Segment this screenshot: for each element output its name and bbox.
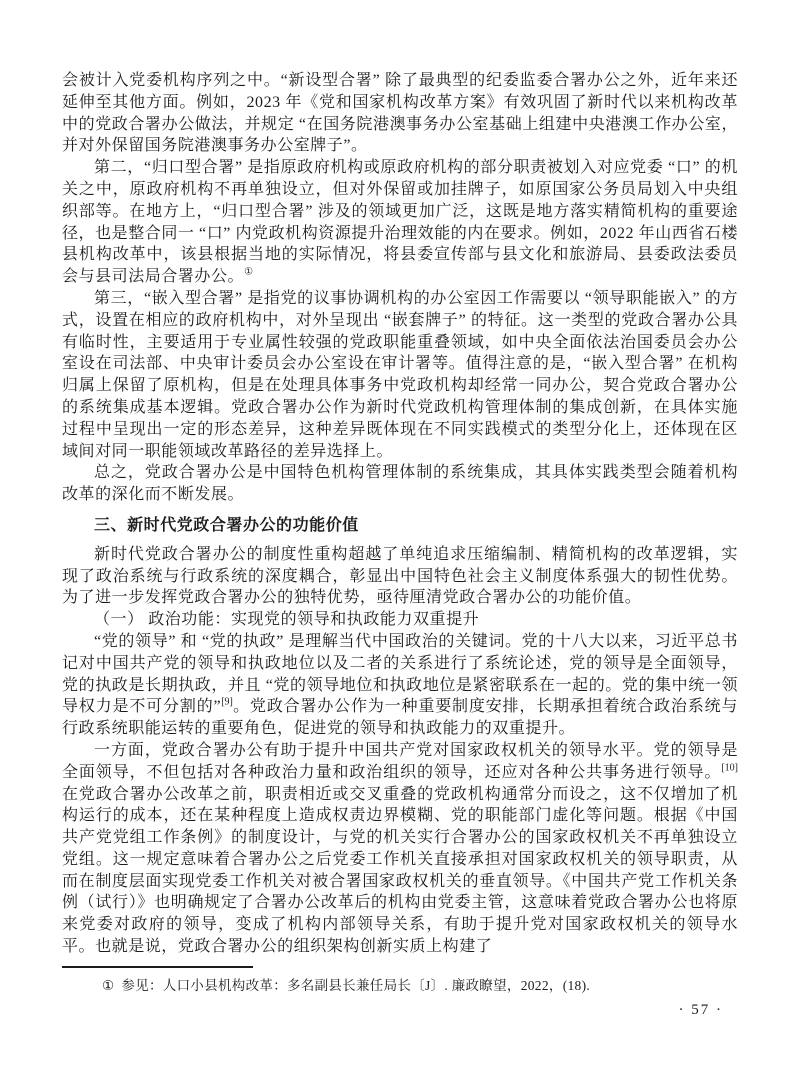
paragraph-continuation: 会被计入党委机构序列之中。“新设型合署” 除了最典型的纪委监委合署办公之外，近年来还延伸至其他方面。例如，2023 年《党和国家机构改革方案》有效巩固了新时代以来机构改革中的党政合署办公做法，并规定 “在国务院港澳事务办公室基础上组建中央港澳工作办公室，并对外保留国务院港澳事务办公室牌子”。 <box>62 72 738 155</box>
paragraph-section-intro: 新时代党政合署办公的制度性重构超越了单纯追求压缩编制、精简机构的改革逻辑，实现了政治系统与行政系统的深度耦合，彰显出中国特色社会主义制度体系强大的韧性优势。为了进一步发挥党政合署办公的独特优势，亟待厘清党政合署办公的功能价值。 <box>62 545 738 607</box>
document-body <box>62 70 738 958</box>
paragraph-political-function: “党的领导” 和 “党的执政” 是理解当代中国政治的关键词。党的十八大以来，习近平总书记对中国共产党的领导和执政地位以及二者的关系进行了系统论述，党的领导是全面领导，党的执政是长期执政，并且 “党的领导地位和执政地位是紧密联系在一起的。党的集中统一领导权力是不可分割的”[9]。党政合署办公作为一种重要制度安排，长期承担着统合政治系统与行政系统职能运转的重要角色，促进党的领导和执政能力的双重提升。 <box>62 632 738 738</box>
section-heading: 三、新时代党政合署办公的功能价值 <box>94 516 359 534</box>
footnote <box>62 976 738 995</box>
paragraph-qianru-type: 第三，“嵌入型合署” 是指党的议事协调机构的办公室因工作需要以 “领导职能嵌入” 的方式，设置在相应的政府机构中，对外呈现出 “嵌套牌子” 的特征。这一类型的党政合署办公具有临时性，主要适用于专业属性较强的党政职能重叠领域，如中央全面依法治国委员会办公室设在司法部、中央审计委员会办公室设在审计署等。值得注意的是，“嵌入型合署” 在机构归属上保留了原机构，但是在处理具体事务中党政机构却经常一同办公，契合党政合署办公的系统集成基本逻辑。党政合署办公作为新时代党政机构管理体制的集成创新，在具体实施过程中呈现出一定的形态差异，这种差异既体现在不同实践模式的类型分化上，还体现在区域间对同一职能领域改革路径的差异选择上。 <box>62 289 738 460</box>
footnote-reference-superscript: ① <box>244 266 254 278</box>
paragraph-guikou-type: 第二，“归口型合署” 是指原政府机构或原政府机构的部分职责被划入对应党委 “口” 的机关之中，原政府机构不再单独设立，但对外保留或加挂牌子，如原国家公务员局划入中央组织部等。在地方上，“归口型合署” 涉及的领域更加广泛，这既是地方落实精简机构的重要途径，也是整合同一 “口” 内党政机构资源提升治理效能的内在要求。例如，2022 年山西省石楼县机构改革中，该县根据当地的实际情况，将县委宣传部与县文化和旅游局、县委政法委员会与县司法局合署办公。① <box>62 159 738 286</box>
citation-superscript: [10] <box>721 762 738 774</box>
paragraph-leadership: 一方面，党政合署办公有助于提升中国共产党对国家政权机关的领导水平。党的领导是全面领导，不但包括对各种政治力量和政治组织的领导，还应对各种公共事务进行领导。[10]在党政合署办公改革之前，职责相近或交叉重叠的党政机构通常分而设之，这不仅增加了机构运行的成本，还在某种程度上造成权责边界模糊、党的职能部门虚化等问题。根据《中国共产党党组工作条例》的制度设计，与党的机关实行合署办公的国家政权机关不再单独设立党组。这一规定意味着合署办公之后党委工作机关直接承担对国家政权机关的领导职责，从而在制度层面实现党委工作机关对被合署国家政权机关的垂直领导。《中国共产党工作机关条例（试行）》也明确规定了合署办公改革后的机构由党委主管，这意味着党政合署办公也将原来党委对政府的领导，变成了机构内部领导关系，有助于提升党对国家政权机关的领导水平。也就是说，党政合署办公的组织架构创新实质上构建了 <box>62 741 738 956</box>
page-number: · 57 · <box>678 1002 723 1018</box>
subsection-heading: （一） 政治功能：实现党的领导和执政能力双重提升 <box>94 611 480 629</box>
footnote-divider <box>62 966 253 968</box>
citation-superscript: [9] <box>221 696 233 708</box>
footnote-marker: ① <box>102 978 115 993</box>
footnote-text: 参见：人口小县机构改革：多名副县长兼任局长〔J〕. 廉政瞭望，2022，(18). <box>121 978 591 993</box>
paragraph-summary: 总之，党政合署办公是中国特色机构管理体制的系统集成，其具体实践类型会随着机构改革的深化而不断发展。 <box>62 464 738 504</box>
